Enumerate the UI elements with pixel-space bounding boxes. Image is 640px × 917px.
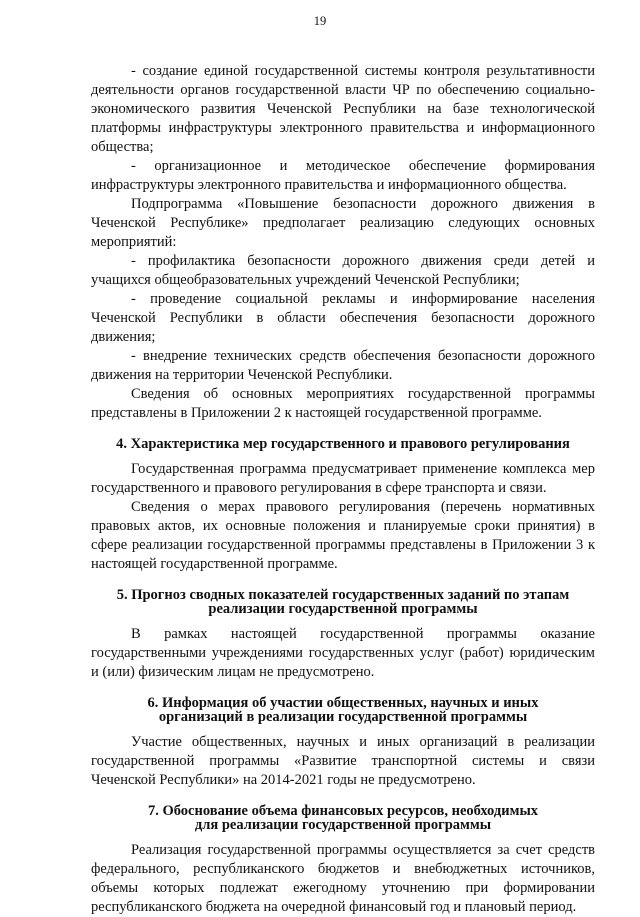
bullet-paragraph: - создание единой государственной системы контроля результативности деятельности органов государственной власти ЧР по обеспечению социально-экономического развития Чеченской Республики на базе технологической платформы инфраструктуры электронного правительства и информационного общества; xyxy=(91,63,595,155)
page-number: 19 xyxy=(313,14,327,28)
heading-line: реализации государственной программы xyxy=(208,601,478,617)
body-paragraph: Подпрограмма «Повышение безопасности дорожного движения в Чеченской Республике» предполагает реализацию следующих основных мероприятий: xyxy=(91,196,595,250)
body-paragraph: Участие общественных, научных и иных организаций в реализации государственной программы «Развитие транспортной системы и связи Чеченской Республики» на 2014-2021 годы не предусмотрено. xyxy=(91,734,595,788)
body-paragraph: Сведения об основных мероприятиях государственной программы представлены в Приложении 2 к настоящей государственной программе. xyxy=(91,386,595,421)
heading-line: для реализации государственной программы xyxy=(194,817,492,833)
bullet-paragraph: - внедрение технических средств обеспечения безопасности дорожного движения на территории Чеченской Республики. xyxy=(91,348,595,383)
heading-line: 7. Обоснование объема финансовых ресурсов, необходимых xyxy=(147,803,539,819)
heading-line: 6. Информация об участии общественных, научных и иных xyxy=(147,695,539,711)
body-paragraph: Государственная программа предусматривает применение комплекса мер государственного и правового регулирования в сфере транспорта и связи. xyxy=(91,461,595,496)
body-paragraph: Сведения о мерах правового регулирования (перечень нормативных правовых актов, их основные положения и планируемые сроки принятия) в сфере реализации государственной программы представлены в Приложении 3 к настоящей государственной программе. xyxy=(91,499,595,572)
section-heading-4 xyxy=(91,437,595,451)
heading-line: организаций в реализации государственной программы xyxy=(158,709,528,725)
body-paragraph: Реализация государственной программы осуществляется за счет средств федерального, республиканского бюджетов и внебюджетных источников, объемы которых подлежат ежегодному уточнению при формировании республиканского бюджета на очередной финансовый год и плановый период. xyxy=(91,842,595,915)
section-heading-6 xyxy=(91,696,595,724)
heading-line: 5. Прогноз сводных показателей государственных заданий по этапам xyxy=(116,587,570,603)
body-paragraph: В рамках настоящей государственной программы оказание государственными учреждениями государственных услуг (работ) юридическим и (или) физическим лицам не предусмотрено. xyxy=(91,626,595,680)
bullet-paragraph: - профилактика безопасности дорожного движения среди детей и учащихся общеобразовательных учреждений Чеченской Республики; xyxy=(91,253,595,288)
bullet-paragraph: - организационное и методическое обеспечение формирования инфраструктуры электронного правительства и информационного общества. xyxy=(91,158,595,193)
bullet-paragraph: - проведение социальной рекламы и информирование населения Чеченской Республики в области обеспечения безопасности дорожного движения; xyxy=(91,291,595,345)
document-body xyxy=(91,62,595,917)
section-heading-5 xyxy=(91,588,595,616)
section-heading-7 xyxy=(91,804,595,832)
heading-line: 4. Характеристика мер государственного и правового регулирования xyxy=(116,436,570,452)
